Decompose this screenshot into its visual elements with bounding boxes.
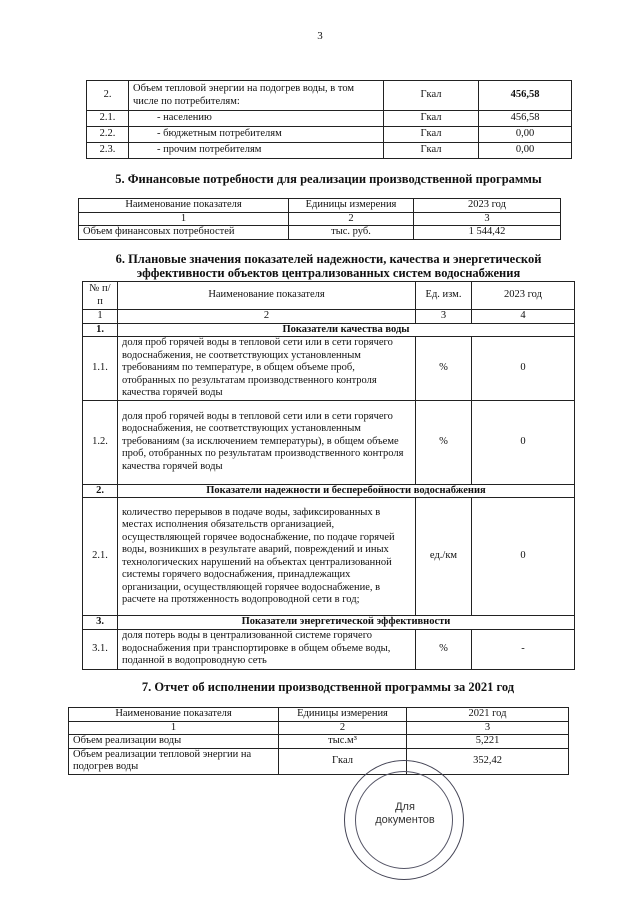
row-unit: Гкал — [384, 143, 479, 159]
table-row — [83, 498, 575, 616]
table-row — [83, 629, 575, 669]
table-index-row — [69, 721, 569, 735]
row-value: 0,00 — [479, 127, 572, 143]
row-unit: Гкал — [279, 748, 407, 774]
table-row — [87, 127, 572, 143]
row-name: - населению — [129, 111, 384, 127]
header-year: 2023 год — [414, 199, 561, 213]
row-value: 1 544,42 — [414, 226, 561, 240]
column-index: 1 — [83, 310, 118, 324]
column-index: 3 — [416, 310, 472, 324]
row-name: - бюджетным потребителям — [129, 127, 384, 143]
table-row — [87, 81, 572, 111]
group-header-row — [83, 484, 575, 498]
row-number: 2.2. — [87, 127, 129, 143]
header-name: Наименование показателя — [79, 199, 289, 213]
header-name: Наименование показателя — [69, 708, 279, 722]
row-value: 0 — [472, 337, 575, 401]
row-number: 3.1. — [83, 629, 118, 669]
table-row — [87, 143, 572, 159]
row-name: - прочим потребителям — [129, 143, 384, 159]
row-number: 2. — [87, 81, 129, 111]
header-unit: Единицы измерения — [279, 708, 407, 722]
column-index: 1 — [69, 721, 279, 735]
column-index: 2 — [279, 721, 407, 735]
table-header — [69, 708, 569, 722]
table-row — [83, 337, 575, 401]
row-text: доля проб горячей воды в тепловой сети или в сети горячего водоснабжения, не соответствующих установленным требованиям по температуре, в общем объеме проб, отобранных по результатам производственного контроля качества горячей воды — [118, 337, 416, 401]
section-6-title-line2: эффективности объектов централизованных систем водоснабжения — [136, 266, 521, 280]
group-header-row — [83, 323, 575, 337]
row-number: 2.1. — [83, 498, 118, 616]
group-title: Показатели энергетической эффективности — [118, 616, 575, 630]
column-index: 4 — [472, 310, 575, 324]
header-year: 2023 год — [472, 282, 575, 310]
document-stamp — [344, 760, 464, 880]
row-value: 456,58 — [479, 81, 572, 111]
row-value: 5,221 — [407, 735, 569, 749]
row-unit: тыс.м³ — [279, 735, 407, 749]
group-number: 1. — [83, 323, 118, 337]
indicators-table — [82, 281, 575, 670]
row-unit: % — [416, 400, 472, 484]
table-header — [83, 282, 575, 310]
group-header-row — [83, 616, 575, 630]
row-name: Объем реализации воды — [69, 735, 279, 749]
row-value: 456,58 — [479, 111, 572, 127]
column-index: 2 — [118, 310, 416, 324]
report-table — [68, 707, 569, 775]
table-index-row — [79, 212, 561, 226]
stamp-line2: документов — [375, 814, 435, 826]
row-unit: ед./км — [416, 498, 472, 616]
group-number: 2. — [83, 484, 118, 498]
header-unit: Ед. изм. — [416, 282, 472, 310]
row-value: 0 — [472, 400, 575, 484]
group-title: Показатели качества воды — [118, 323, 575, 337]
group-title: Показатели надежности и бесперебойности водоснабжения — [118, 484, 575, 498]
row-value: 0,00 — [479, 143, 572, 159]
row-unit: % — [416, 337, 472, 401]
row-name: Объем финансовых потребностей — [79, 226, 289, 240]
row-value: 352,42 — [407, 748, 569, 774]
table-index-row — [83, 310, 575, 324]
stamp-text — [345, 801, 465, 827]
row-unit: Гкал — [384, 127, 479, 143]
section-5-title: 5. Финансовые потребности для реализации производственной программы — [115, 172, 542, 186]
section-6-title-line1: 6. Плановые значения показателей надежности, качества и энергетической — [115, 252, 542, 266]
column-index: 1 — [79, 212, 289, 226]
row-name: Объем реализации тепловой энергии на подогрев воды — [69, 748, 279, 774]
row-number: 1.1. — [83, 337, 118, 401]
row-number: 2.1. — [87, 111, 129, 127]
table-row — [69, 748, 569, 774]
table-row — [87, 111, 572, 127]
row-unit: Гкал — [384, 111, 479, 127]
header-name: Наименование показателя — [118, 282, 416, 310]
column-index: 3 — [407, 721, 569, 735]
header-num: № п/п — [83, 282, 118, 310]
row-text: количество перерывов в подаче воды, зафиксированных в местах исполнения обязательств организацией, осуществляющей горячее водоснабжение, по подаче горячей воды, возникших в результате аварий, повреждений и иных технологических нарушений на объектах централизованной системы горячего водоснабжения, принадлежащих организации, осуществляющей горячее водоснабжение, в расчете на протяженность водопроводной сети в год; — [118, 498, 416, 616]
table-header — [79, 199, 561, 213]
header-unit: Единицы измерения — [289, 199, 414, 213]
header-year: 2021 год — [407, 708, 569, 722]
group-number: 3. — [83, 616, 118, 630]
financial-needs-table — [78, 198, 561, 240]
table-row — [83, 400, 575, 484]
row-unit: Гкал — [384, 81, 479, 111]
stamp-line1: Для — [395, 801, 415, 813]
row-unit: % — [416, 629, 472, 669]
page-number: 3 — [317, 30, 323, 42]
row-name: Объем тепловой энергии на подогрев воды, в том числе по потребителям: — [129, 81, 384, 111]
table-row — [69, 735, 569, 749]
row-value: 0 — [472, 498, 575, 616]
column-index: 3 — [414, 212, 561, 226]
row-unit: тыс. руб. — [289, 226, 414, 240]
heat-energy-table — [86, 80, 572, 159]
row-text: доля проб горячей воды в тепловой сети или в сети горячего водоснабжения, не соответствующих установленным требованиям (за исключением температуры), в общем объеме проб, отобранных по результатам производственного контроля качества горячей воды — [118, 400, 416, 484]
row-number: 2.3. — [87, 143, 129, 159]
row-number: 1.2. — [83, 400, 118, 484]
row-text: доля потерь воды в централизованной системе горячего водоснабжения при транспортировке в общем объеме воды, поданной в водопроводную сеть — [118, 629, 416, 669]
row-value: - — [472, 629, 575, 669]
table-row — [79, 226, 561, 240]
section-7-title: 7. Отчет об исполнении производственной программы за 2021 год — [141, 680, 515, 694]
column-index: 2 — [289, 212, 414, 226]
